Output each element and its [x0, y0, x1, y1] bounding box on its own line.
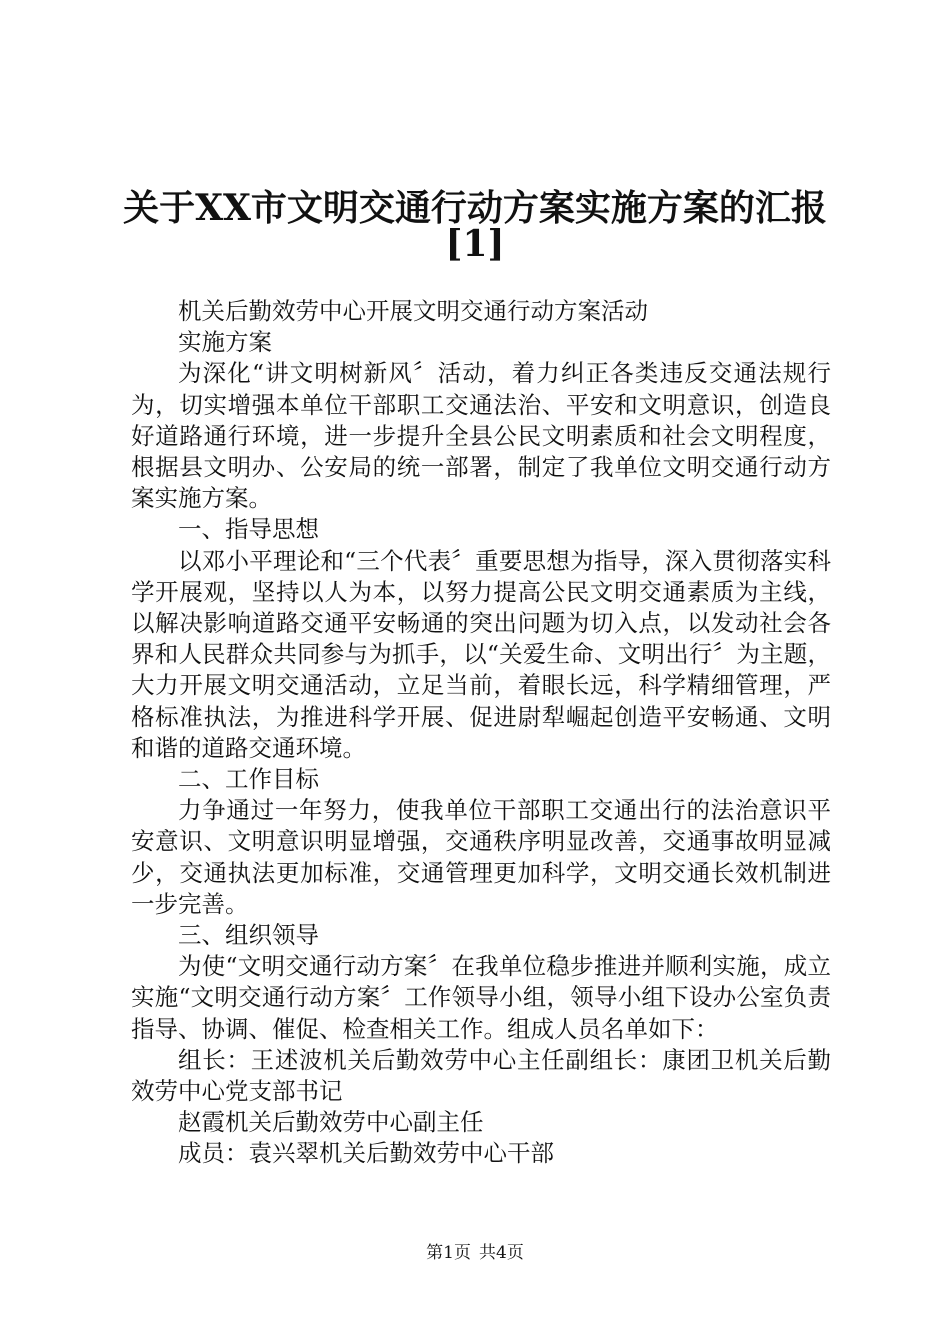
paragraph: 实施方案 [178, 328, 272, 357]
paragraph: 机关后勤效劳中心开展文明交通行动方案活动 [178, 297, 648, 325]
page-number-total: 共4页 [479, 1243, 524, 1263]
paragraph: 赵霞机关后勤效劳中心副主任 [178, 1108, 484, 1137]
paragraph: 成员：袁兴翠机关后勤效劳中心干部 [178, 1139, 554, 1168]
paragraph: 组长：王述波机关后勤效劳中心主任副组长：康团卫机关后勤效劳中心党支部书记 [131, 1045, 831, 1106]
section-heading: 三、组织领导 [178, 921, 319, 950]
section-heading: 二、工作目标 [178, 765, 319, 794]
document-title-line-2: [1] [445, 223, 505, 265]
page-number-current: 第1页 [426, 1243, 471, 1263]
paragraph: 为深化“讲文明树新风〞活动，着力纠正各类违反交通法规行为，切实增强本单位干部职工交通法治、平安和文明意识，创造良好道路通行环境，进一步提升全县公民文明素质和社会文明程度，根据县文明办、公安局的统一部署，制定了我单位文明交通行动方案实施方案。 [131, 359, 831, 513]
page-footer [0, 1242, 950, 1264]
paragraph: 以邓小平理论和“三个代表〞重要思想为指导，深入贯彻落实科学开展观，坚持以人为本，以努力提高公民文明交通素质为主线，以解决影响道路交通平安畅通的突出问题为切入点，以发动社会各界和人民群众共同参与为抓手，以“关爱生命、文明出行〞为主题，大力开展文明交通活动，立足当前，着眼长远，科学精细管理，严格标准执法，为推进科学开展、促进尉犁崛起创造平安畅通、文明和谐的道路交通环境。 [131, 546, 831, 762]
section-heading: 一、指导思想 [178, 515, 319, 544]
document-body [131, 296, 831, 1170]
paragraph: 为使“文明交通行动方案〞在我单位稳步推进并顺利实施，成立实施“文明交通行动方案〞工作领导小组，领导小组下设办公室负责指导、协调、催促、检查相关工作。组成人员名单如下： [131, 952, 831, 1043]
document-title-line-1: 关于XX市文明交通行动方案实施方案的汇报 [123, 187, 827, 229]
paragraph: 力争通过一年努力，使我单位干部职工交通出行的法治意识平安意识、文明意识明显增强，交通秩序明显改善，交通事故明显减少，交通执法更加标准，交通管理更加科学，文明交通长效机制进一步完善。 [131, 796, 831, 918]
